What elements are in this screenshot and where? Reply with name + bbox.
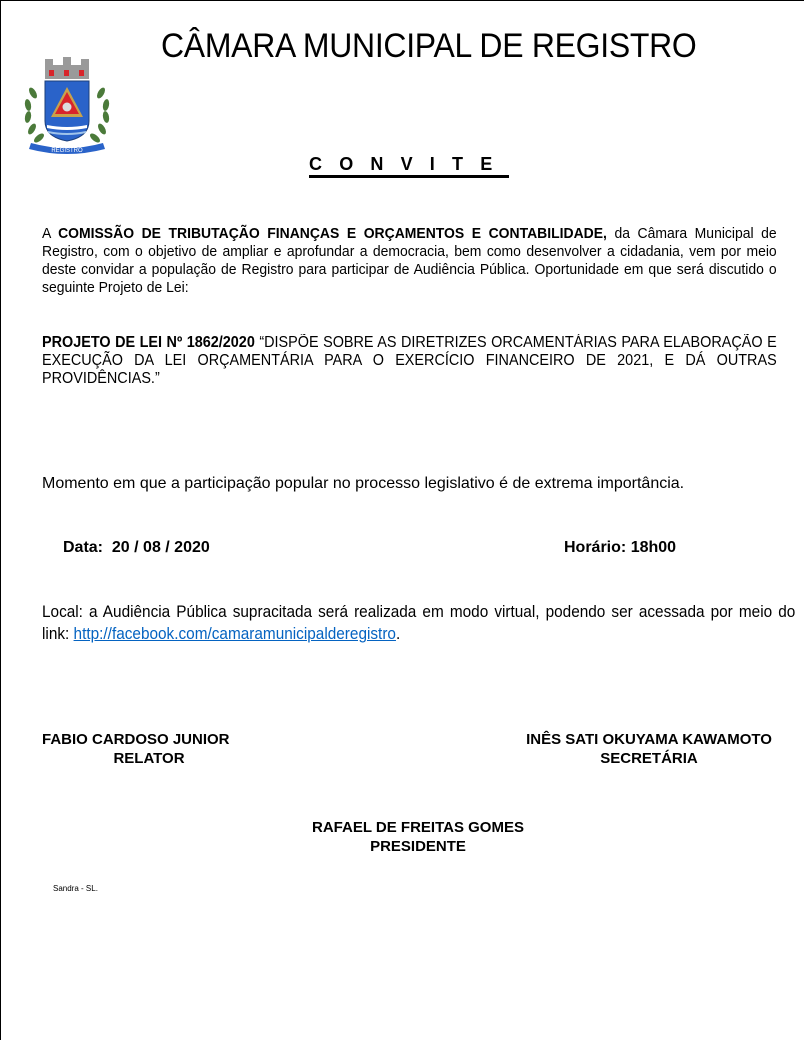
location-paragraph [42,601,795,645]
signature-role: SECRETÁRIA [600,750,698,767]
importance-text: Momento em que a participação popular no processo legislativo é de extrema importância. [42,475,685,492]
intro-lead: A [42,225,59,242]
signature-secretaria [507,730,791,768]
intro-paragraph [42,225,777,297]
bill-paragraph [42,334,777,388]
bill-label: PROJETO DE LEI Nº 1862/2020 [42,334,255,351]
coat-of-arms-icon [19,55,115,155]
time-label: Horário: [564,539,627,556]
time-value: 18h00 [630,539,677,556]
crest-motto: REGISTRO [51,148,83,154]
bill-text: “DISPÕE SOBRE AS DIRETRIZES ORCAMENTÁRIAS PARA ELABORAÇÃO E EXECUÇÃO DA LEI ORÇAMENTÁRIA PARA O EXERCÍCIO FINANCEIRO DE 2021, E DÁ OUTRAS PROVIDÊNCIAS.” [42,334,777,387]
commission-name: COMISSÃO DE TRIBUTAÇÃO FINANÇAS E ORÇAMENTOS E CONTABILIDADE, [58,225,607,242]
location-text: Local: a Audiência Pública supracitada será realizada em modo virtual, podendo ser acessada por meio do link: [42,603,796,643]
signature-relator [42,730,256,768]
signature-role: RELATOR [113,750,185,767]
signature-name: RAFAEL DE FREITAS GOMES [312,819,524,836]
date-label: Data: [63,539,104,556]
facebook-link[interactable]: http://facebook.com/camaramunicipalderegistro [73,625,396,643]
signature-role: PRESIDENTE [370,838,466,855]
signature-name: INÊS SATI OKUYAMA KAWAMOTO [526,731,772,748]
signature-presidente [296,818,540,856]
location-end: . [395,625,401,643]
page-title: CÂMARA MUNICIPAL DE REGISTRO [161,27,697,65]
intro-body: da Câmara Municipal de Registro, com o objetivo de ampliar e aprofundar a democracia, bem como desenvolver a cidadania, vem por meio deste convidar a população de Registro para participar de Audiência Pública. Oportunidade em que será discutido o seguinte Projeto de Lei: [42,225,777,296]
convite-heading: CONVITE [309,153,509,178]
date-field [63,539,210,557]
signature-name: FABIO CARDOSO JUNIOR [42,731,230,748]
typist-initials: Sandra - SL. [53,884,98,893]
date-value: 20 / 08 / 2020 [111,539,210,556]
time-field [564,539,676,557]
